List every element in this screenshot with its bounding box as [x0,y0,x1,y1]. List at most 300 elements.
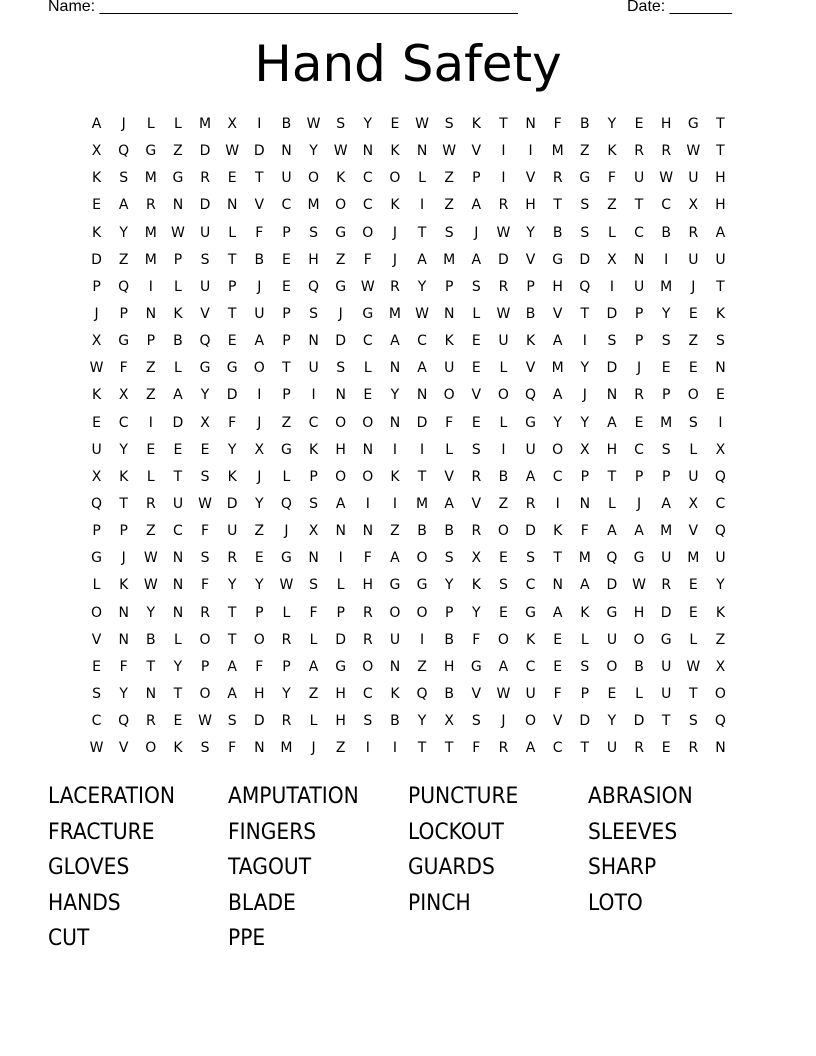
grid-letter: D [253,143,265,160]
grid-letter: D [498,251,509,268]
grid-letter: E [471,333,481,350]
grid-letter: H [254,685,265,702]
grid-letter: L [635,685,643,702]
word-list-item: PUNCTURE [408,784,519,809]
grid-letter: O [362,224,374,241]
grid-letter: T [417,224,427,241]
grid-letter: T [553,197,562,214]
grid-letter: R [634,143,644,160]
grid-letter: F [228,740,237,757]
grid-letter: W [143,577,158,594]
grid-letter: A [417,251,427,268]
grid-letter: G [416,577,428,594]
grid-letter: Y [309,143,318,160]
grid-letter: M [144,251,157,268]
grid-letter: F [201,577,210,594]
grid-letter: G [660,631,672,648]
grid-letter: J [501,713,506,730]
grid-letter: F [255,224,264,241]
grid-letter: E [282,278,291,295]
grid-letter: E [146,441,156,458]
grid-letter: S [309,224,318,241]
grid-letter: G [118,333,130,350]
grid-letter: U [199,278,211,295]
grid-letter: V [444,468,454,485]
grid-letter: C [661,197,672,214]
word-list-item: GUARDS [408,855,495,881]
grid-letter: E [92,658,101,675]
word-list-item: HANDS [48,890,121,916]
word-list-item: CUT [48,926,90,952]
grid-letter: R [498,197,509,214]
grid-letter: N [443,305,455,322]
grid-letter: G [145,143,157,160]
grid-letter: J [338,305,343,322]
grid-letter: W [198,713,212,730]
grid-letter: C [552,740,563,757]
grid-letter: Y [417,713,427,730]
grid-letter: C [362,333,373,350]
grid-letter: N [172,604,184,621]
grid-letter: U [227,523,238,540]
grid-letter: K [119,468,129,485]
grid-letter: A [607,523,617,540]
grid-letter: H [715,197,726,214]
grid-letter: J [392,251,397,268]
grid-letter: J [284,523,289,540]
grid-letter: S [688,713,698,730]
grid-letter: Y [444,577,454,594]
grid-letter: M [144,170,157,187]
grid-letter: U [172,495,184,512]
grid-letter: X [91,143,102,160]
grid-letter: S [471,278,481,295]
grid-letter: D [579,713,591,730]
grid-letter: A [471,251,482,268]
grid-letter: Q [416,685,428,702]
grid-letter: A [552,387,563,404]
grid-letter: C [362,170,373,187]
grid-letter: O [389,170,401,187]
grid-letter: J [474,224,479,241]
grid-letter: Y [553,414,562,431]
grid-letter: A [118,197,129,214]
grid-letter: U [281,170,292,187]
grid-letter: B [444,523,454,540]
grid-letter: V [525,170,536,187]
grid-letter: N [552,577,563,594]
grid-letter: L [174,278,182,295]
grid-letter: G [362,305,374,322]
grid-letter: I [528,143,533,160]
grid-letter: I [501,143,506,160]
grid-letter: O [253,360,265,377]
grid-letter: V [525,360,536,377]
word-list-item: LOCKOUT [408,819,504,845]
grid-letter: G [552,251,564,268]
grid-letter: I [419,197,425,214]
grid-letter: K [390,468,400,485]
grid-letter: G [199,360,211,377]
grid-letter: E [688,360,698,377]
grid-letter: T [444,740,454,757]
word-list-item: TAGOUT [228,855,312,881]
grid-letter: K [91,170,102,187]
grid-letter: L [689,631,698,648]
grid-letter: L [363,360,372,377]
grid-letter: J [582,387,587,404]
grid-letter: D [226,495,238,512]
grid-letter: F [363,550,372,567]
grid-letter: S [498,577,508,594]
grid-letter: Y [227,577,237,594]
grid-letter: F [445,414,454,431]
grid-letter: L [174,116,182,132]
grid-letter: L [580,631,589,648]
grid-letter: T [716,278,725,295]
grid-letter: E [92,197,101,214]
grid-letter: P [472,170,481,187]
grid-letter: I [392,441,397,458]
grid-letter: P [580,685,590,702]
grid-letter: O [497,387,509,404]
grid-letter: S [580,197,590,214]
grid-letter: S [444,116,454,132]
grid-letter: N [172,577,184,594]
grid-letter: J [636,360,642,377]
grid-letter: S [336,360,346,377]
grid-letter: E [716,387,725,404]
grid-letter: Z [335,740,346,757]
grid-letter: J [311,740,316,757]
grid-letter: O [308,170,320,187]
grid-letter: I [501,441,506,458]
grid-letter: L [174,360,182,377]
grid-letter: T [499,116,508,132]
grid-letter: I [148,414,153,431]
grid-letter: W [496,224,511,241]
grid-letter: C [91,713,102,730]
grid-letter: A [498,658,509,675]
grid-letter: E [688,604,698,621]
grid-letter: O [335,468,347,485]
grid-letter: Q [525,387,537,404]
grid-letter: I [257,116,262,132]
word-list-item: LOTO [588,890,643,916]
grid-letter: R [661,577,672,594]
grid-letter: Q [714,468,726,485]
grid-letter: I [392,740,397,757]
grid-letter: T [716,143,725,160]
grid-letter: N [579,495,591,512]
grid-letter: U [633,278,645,295]
grid-letter: W [686,143,701,160]
grid-letter: Z [688,333,699,350]
grid-letter: S [200,468,210,485]
grid-letter: L [499,360,508,377]
grid-letter: E [499,550,508,567]
grid-letter: B [417,523,427,540]
grid-letter: O [362,468,374,485]
grid-letter: D [606,360,618,377]
grid-letter: I [311,387,316,404]
grid-letter: W [225,143,240,160]
grid-letter: C [362,685,373,702]
grid-letter: H [552,278,563,295]
grid-letter: S [688,414,698,431]
grid-letter: D [199,143,211,160]
grid-letter: N [416,143,428,160]
grid-letter: G [281,550,292,567]
grid-letter: T [417,740,427,757]
grid-letter: S [227,713,237,730]
grid-letter: U [715,550,726,567]
grid-letter: G [470,658,482,675]
grid-letter: A [390,333,400,350]
grid-letter: W [415,305,429,322]
grid-letter: N [525,116,536,132]
grid-letter: L [445,441,454,458]
grid-letter: Y [417,278,427,295]
grid-letter: X [715,658,726,675]
grid-letter: P [309,468,318,485]
grid-letter: S [200,740,210,757]
grid-letter: B [498,468,509,485]
grid-letter: S [336,116,346,132]
grid-letter: J [257,278,262,295]
grid-letter: S [471,713,481,730]
grid-letter: K [91,387,102,404]
grid-letter: T [607,468,617,485]
grid-letter: H [308,251,319,268]
grid-letter: Z [715,631,726,648]
grid-letter: O [335,197,347,214]
grid-letter: S [200,251,210,268]
grid-letter: N [226,197,238,214]
grid-letter: C [634,224,644,241]
grid-letter: Y [716,577,725,594]
grid-letter: E [607,685,617,702]
grid-letter: O [443,387,455,404]
grid-letter: P [336,604,345,621]
grid-letter: X [688,197,699,214]
grid-letter: R [145,495,156,512]
grid-letter: N [335,523,346,540]
grid-letter: J [94,305,99,322]
grid-letter: I [365,495,370,512]
grid-letter: T [661,713,671,730]
grid-letter: O [145,740,157,757]
grid-letter: U [525,685,536,702]
grid-letter: T [580,305,590,322]
grid-letter: E [173,713,183,730]
grid-letter: S [363,713,373,730]
letter-grid [83,111,734,762]
grid-letter: X [91,333,102,350]
grid-letter: B [552,224,563,241]
grid-letter: S [661,333,671,350]
grid-letter: Q [606,550,618,567]
grid-letter: H [362,577,374,594]
grid-letter: E [92,414,101,431]
grid-letter: M [388,305,401,322]
grid-letter: D [606,577,618,594]
grid-letter: A [525,468,536,485]
grid-letter: N [118,604,129,621]
grid-letter: T [227,604,237,621]
grid-letter: A [308,658,319,675]
grid-letter: L [92,577,101,594]
word-list-item: GLOVES [48,855,130,881]
grid-letter: J [691,278,696,295]
grid-letter: F [228,414,237,431]
grid-letter: Q [118,278,130,295]
grid-letter: B [146,631,156,648]
grid-letter: Q [118,143,130,160]
grid-letter: P [661,468,671,485]
grid-letter: K [227,468,237,485]
grid-letter: Y [119,224,128,241]
grid-letter: Z [146,387,156,404]
grid-letter: U [606,631,618,648]
grid-letter: T [227,305,237,322]
grid-letter: H [443,658,455,675]
grid-letter: G [226,360,238,377]
grid-letter: B [444,685,454,702]
grid-letter: X [607,251,617,268]
grid-letter: A [715,224,726,241]
grid-letter: N [145,685,157,702]
grid-letter: N [308,333,319,350]
grid-letter: W [279,577,294,594]
grid-letter: Y [173,658,183,675]
grid-letter: H [660,116,672,132]
grid-letter: T [227,251,237,268]
grid-letter: K [390,197,400,214]
grid-letter: O [362,658,374,675]
grid-letter: A [417,360,427,377]
grid-letter: P [227,278,237,295]
grid-letter: O [253,631,265,648]
grid-letter: O [362,414,374,431]
grid-letter: M [687,550,700,567]
grid-letter: A [525,740,536,757]
grid-letter: D [606,305,618,322]
grid-letter: R [525,495,536,512]
grid-letter: R [634,387,644,404]
grid-letter: Y [526,224,535,241]
grid-letter: W [415,116,429,132]
grid-letter: M [416,495,429,512]
grid-letter: Z [254,523,265,540]
grid-letter: R [634,740,644,757]
grid-letter: X [688,495,699,512]
grid-letter: D [416,414,428,431]
grid-letter: J [257,468,262,485]
grid-letter: C [634,441,644,458]
grid-letter: V [552,305,563,322]
grid-letter: I [419,631,425,648]
grid-letter: Q [91,495,103,512]
grid-letter: R [688,224,699,241]
grid-letter: C [362,197,373,214]
grid-letter: L [228,224,237,241]
grid-letter: P [634,305,644,322]
grid-letter: U [661,685,672,702]
grid-letter: W [143,550,158,567]
grid-letter: N [362,441,374,458]
grid-letter: M [144,224,157,241]
grid-letter: Y [580,360,590,377]
grid-letter: P [634,468,644,485]
grid-letter: P [661,387,671,404]
grid-letter: H [335,685,346,702]
grid-letter: M [578,550,591,567]
grid-letter: R [145,197,156,214]
grid-letter: U [308,360,319,377]
grid-letter: C [118,414,129,431]
grid-letter: C [525,658,536,675]
grid-letter: S [309,577,318,594]
grid-letter: H [633,604,645,621]
grid-letter: K [471,116,481,132]
grid-letter: B [444,631,454,648]
grid-letter: G [335,658,347,675]
grid-letter: I [501,170,506,187]
grid-letter: O [633,631,645,648]
grid-letter: I [609,278,614,295]
grid-letter: O [525,713,537,730]
grid-letter: Y [661,305,671,322]
grid-letter: M [660,414,673,431]
grid-letter: S [580,224,590,241]
grid-letter: N [389,414,401,431]
grid-letter: V [471,495,482,512]
grid-letter: S [661,441,671,458]
grid-letter: U [661,658,672,675]
grid-letter: R [471,468,482,485]
grid-letter: L [282,468,291,485]
grid-letter: E [390,116,400,132]
grid-letter: B [580,116,590,132]
grid-letter: F [309,604,318,621]
grid-letter: Z [498,495,509,512]
grid-letter: K [390,685,400,702]
grid-letter: C [308,414,319,431]
grid-letter: K [471,577,481,594]
grid-letter: E [553,631,563,648]
word-list-item: ABRASION [588,784,693,809]
grid-letter: O [389,604,401,621]
grid-letter: L [146,468,155,485]
grid-letter: N [281,143,292,160]
grid-letter: R [362,604,373,621]
grid-letter: V [200,305,210,322]
grid-letter: L [309,631,318,648]
grid-letter: Q [280,495,292,512]
grid-letter: P [580,468,590,485]
grid-letter: V [471,387,482,404]
grid-letter: P [200,658,210,675]
grid-letter: S [309,495,318,512]
grid-letter: G [633,550,645,567]
grid-letter: E [254,550,264,567]
grid-letter: G [389,577,401,594]
grid-letter: A [227,685,237,702]
grid-letter: Q [579,278,591,295]
grid-letter: Y [255,495,264,512]
grid-letter: O [335,414,347,431]
